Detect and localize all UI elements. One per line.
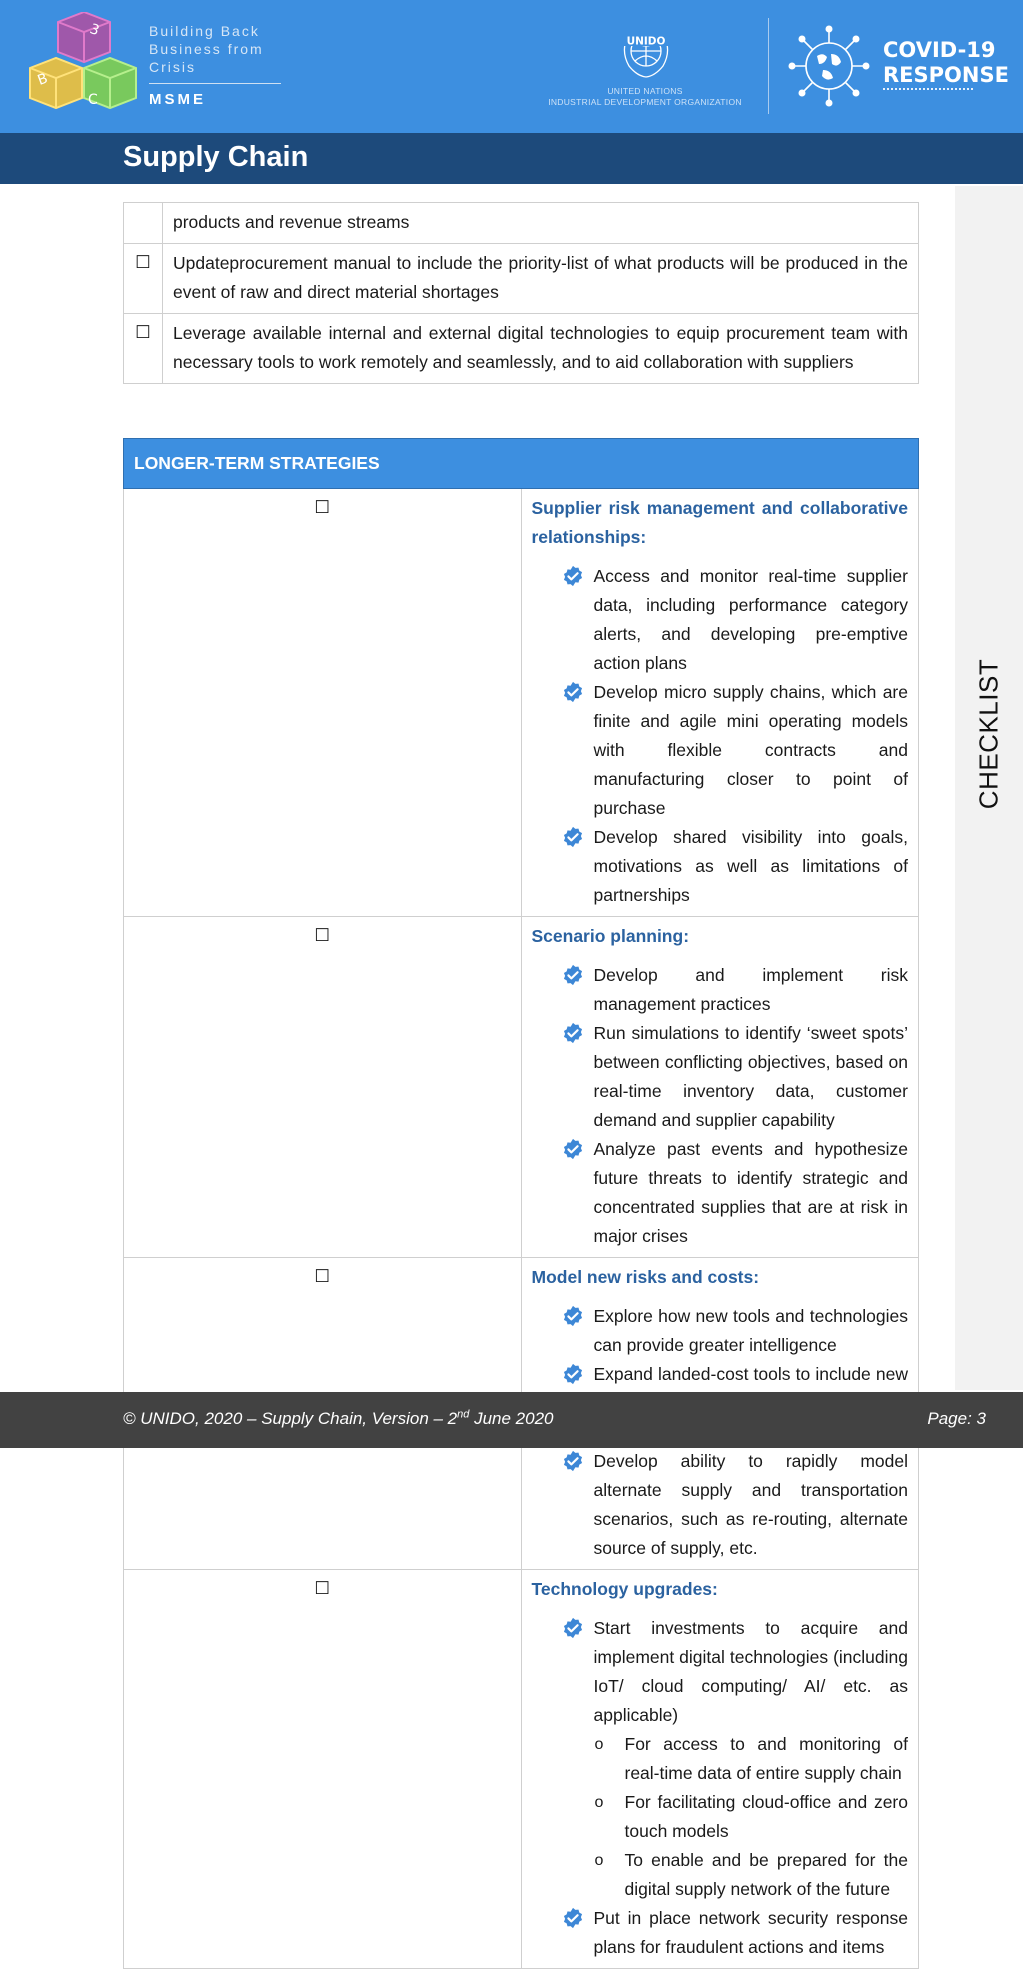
list-item <box>532 823 909 910</box>
table-row <box>124 489 919 917</box>
page-title: Supply Chain <box>123 141 309 173</box>
list-item <box>532 961 909 1019</box>
table-row <box>124 917 919 1258</box>
verified-badge-icon <box>562 1363 584 1385</box>
sub-list-item <box>532 1846 909 1904</box>
brand-line-2: Business from <box>149 41 264 57</box>
table-row <box>124 203 919 244</box>
verified-badge-icon <box>562 964 584 986</box>
verified-badge-icon <box>562 1907 584 1929</box>
verified-badge-icon <box>562 1138 584 1160</box>
unido-caption <box>530 86 760 108</box>
strategy-title: Model new risks and costs: <box>531 1267 760 1287</box>
virus-globe-icon <box>787 24 871 108</box>
checklist-table-continued <box>123 202 919 384</box>
strategy-title: Technology upgrades: <box>531 1579 718 1599</box>
verified-badge-icon <box>562 681 584 703</box>
list-item <box>532 1447 909 1563</box>
hollow-circle-bullet-icon: o <box>594 1794 604 1811</box>
section-header-row <box>124 439 919 489</box>
longer-term-strategies-table <box>123 438 919 1969</box>
table-row <box>124 314 919 384</box>
sub-bullet-text: For facilitating cloud-office and zero touch models <box>624 1792 908 1841</box>
footer-copyright-part-1: © UNIDO, 2020 – Supply Chain, Version – 2 <box>123 1409 458 1428</box>
unido-caption-1: UNITED NATIONS <box>607 86 683 96</box>
bullet-text: Explore how new tools and technologies can provide greater intelligence <box>593 1306 908 1355</box>
bullet-text: Put in place network security response plans for fraudulent actions and items <box>593 1908 908 1957</box>
bullet-text: Analyze past events and hypothesize future threats to identify strategic and concentrated supplies that are at risk in major crises <box>593 1139 908 1246</box>
page-header <box>0 0 1023 133</box>
verified-badge-icon <box>562 1617 584 1639</box>
strategy-title: Scenario planning: <box>531 926 690 946</box>
un-emblem-icon <box>617 24 675 80</box>
bullet-text: Develop shared visibility into goals, motivations as well as limitations of partnerships <box>593 827 908 905</box>
list-item <box>532 562 909 678</box>
list-item <box>532 1904 909 1962</box>
list-item <box>532 1614 909 1730</box>
brand-program: MSME <box>149 91 206 108</box>
title-bar <box>0 133 1023 184</box>
list-item <box>532 678 909 823</box>
covid-line-1: COVID-19 <box>883 38 996 62</box>
bullet-text: Expand landed-cost tools to include new <box>593 1364 908 1384</box>
b3c-cubes-logo <box>28 12 140 124</box>
sub-bullet-text: For access to and monitoring of real-time data of entire supply chain <box>624 1734 908 1783</box>
verified-badge-icon <box>562 1450 584 1472</box>
footer-ordinal-suffix: nd <box>457 1408 470 1421</box>
covid-dotted-underline <box>883 88 973 90</box>
checkbox[interactable]: ☐ <box>124 244 163 314</box>
checkbox[interactable]: ☐ <box>124 489 522 917</box>
table-row <box>124 1570 919 1969</box>
covid-line-2: RESPONSE <box>883 63 1009 87</box>
brand-tagline <box>149 22 264 76</box>
covid-response-label <box>883 38 1009 88</box>
hollow-circle-bullet-icon: o <box>594 1852 604 1869</box>
bullet-text: Develop and implement risk management practices <box>593 965 908 1014</box>
bullet-text: Develop ability to rapidly model alternate supply and transportation scenarios, such as re-routing, alternate source of supply, etc. <box>593 1451 908 1558</box>
checkbox[interactable]: ☐ <box>124 314 163 384</box>
row-text: products and revenue streams <box>163 203 919 244</box>
unido-caption-2: INDUSTRIAL DEVELOPMENT ORGANIZATION <box>548 97 742 107</box>
footer-copyright <box>123 1409 554 1429</box>
bullet-text: Start investments to acquire and implement digital technologies (including IoT/ cloud computing/ AI/ etc. as applicable) <box>593 1618 908 1725</box>
list-item <box>532 1302 909 1360</box>
list-item <box>532 1135 909 1251</box>
bullet-text: Develop micro supply chains, which are finite and agile mini operating models with flexible contracts and manufacturing closer to point of purchase <box>593 682 908 818</box>
strategy-cell <box>521 917 919 1258</box>
footer-copyright-part-2: June 2020 <box>469 1409 554 1428</box>
verified-badge-icon <box>562 826 584 848</box>
unido-emblem-text: UNIDO <box>626 35 666 48</box>
sub-bullet-text: To enable and be prepared for the digital supply network of the future <box>624 1850 908 1899</box>
hollow-circle-bullet-icon: o <box>594 1736 604 1753</box>
strategy-title: Supplier risk management and collaborative relationships: <box>531 498 908 547</box>
logo-letter-b: B <box>35 70 51 89</box>
verified-badge-icon <box>562 1022 584 1044</box>
bullet-text: Run simulations to identify ‘sweet spots’ between conflicting objectives, based on real-time inventory data, customer demand and supplier capability <box>593 1023 908 1130</box>
section-heading: LONGER-TERM STRATEGIES <box>124 439 919 489</box>
verified-badge-icon <box>562 1305 584 1327</box>
header-divider <box>768 18 769 114</box>
brand-line-3: Crisis <box>149 59 196 75</box>
logo-letter-c: C <box>88 92 98 108</box>
strategy-cell <box>521 489 919 917</box>
sub-list-item <box>532 1730 909 1788</box>
page-number: Page: 3 <box>927 1409 986 1428</box>
empty-checkbox-cell <box>124 203 163 244</box>
row-text: Updateprocurement manual to include the priority-list of what products will be produced in the event of raw and direct material shortages <box>163 244 919 314</box>
page-footer <box>0 1392 1023 1448</box>
row-text: Leverage available internal and external digital technologies to equip procurement team with necessary tools to work remotely and seamlessly, and to aid collaboration with suppliers <box>163 314 919 384</box>
checkbox[interactable]: ☐ <box>124 1258 522 1570</box>
list-item <box>532 1019 909 1135</box>
checkbox[interactable]: ☐ <box>124 917 522 1258</box>
bullet-text: Access and monitor real-time supplier data, including performance category alerts, and developing pre-emptive action plans <box>593 566 908 673</box>
brand-line-1: Building Back <box>149 23 260 39</box>
table-row <box>124 244 919 314</box>
brand-divider <box>149 83 281 84</box>
checkbox[interactable]: ☐ <box>124 1570 522 1969</box>
strategy-cell <box>521 1570 919 1969</box>
sub-list-item <box>532 1788 909 1846</box>
verified-badge-icon <box>562 565 584 587</box>
logo-letter-3: 3 <box>87 21 102 40</box>
checklist-side-label: CHECKLIST <box>973 658 1004 810</box>
